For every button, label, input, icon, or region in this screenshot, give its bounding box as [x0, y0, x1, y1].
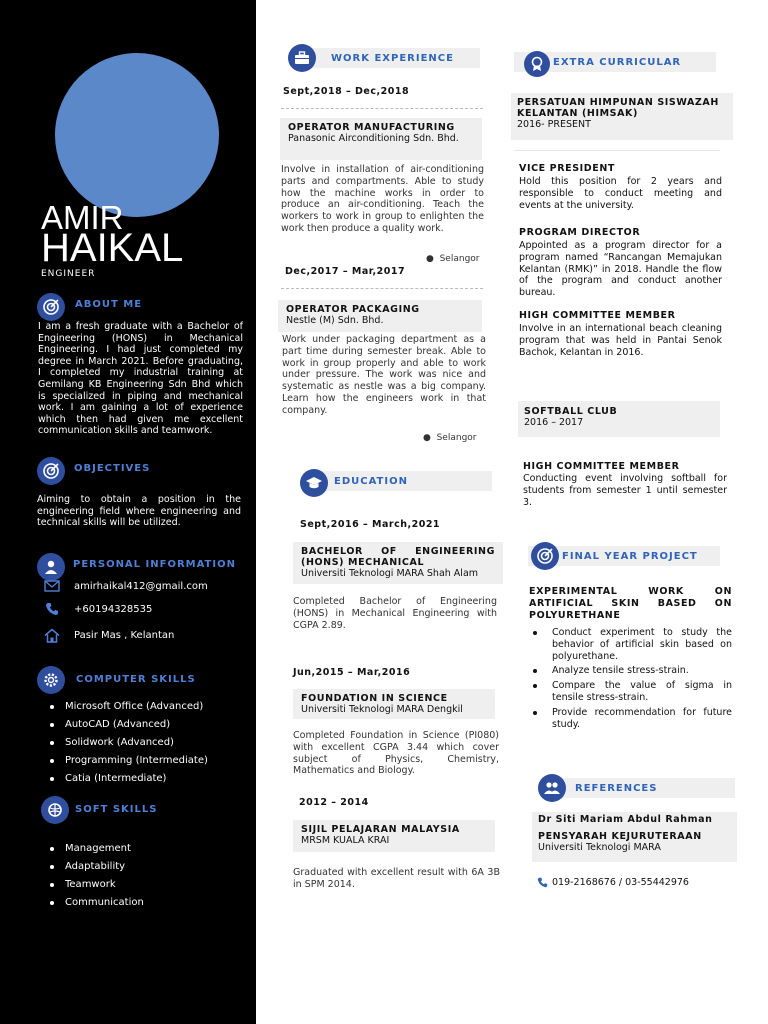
edu-date: Jun,2015 – Mar,2016 — [293, 667, 411, 678]
map-pin-icon: ● — [426, 254, 434, 264]
job-title: OPERATOR PACKAGING — [286, 304, 420, 315]
org-title: SOFTBALL CLUB — [524, 406, 618, 417]
list-item: Programming (Intermediate) — [41, 752, 208, 770]
list-item: Teamwork — [41, 876, 144, 894]
edu-date: 2012 – 2014 — [299, 797, 369, 808]
reference-box — [532, 812, 737, 862]
email-text[interactable]: amirhaikal412@gmail.com — [74, 580, 208, 592]
list-item: Compare the value of sigma in tensile stress-strain. — [528, 680, 732, 704]
role-title: PROGRAM DIRECTOR — [519, 227, 641, 238]
soft-skills-title: SOFT SKILLS — [75, 804, 158, 815]
medal-icon — [524, 51, 550, 77]
edu-box — [293, 689, 495, 719]
job-date: Dec,2017 – Mar,2017 — [285, 266, 406, 277]
map-pin-icon: ● — [423, 433, 431, 443]
phone-row — [42, 602, 152, 616]
list-item: Adaptability — [41, 858, 144, 876]
briefcase-icon — [288, 44, 316, 72]
profile-photo — [55, 53, 219, 217]
reference-name: Dr Siti Mariam Abdul Rahman — [538, 814, 713, 825]
computer-skills-title: COMPUTER SKILLS — [76, 674, 196, 685]
reference-position: PENSYARAH KEJURUTERAAN — [538, 831, 702, 842]
job-company: Panasonic Airconditioning Sdn. Bhd. — [288, 133, 459, 144]
list-item: Communication — [41, 894, 144, 912]
address-text: Pasir Mas , Kelantan — [74, 630, 175, 641]
org-box — [511, 93, 733, 140]
about-text: I am a fresh graduate with a Bachelor of Engineering (HONS) in Mechanical Engineering. I had just completed my degree in March 2021. Before graduating, I completed my industrial training at Gemilang KB Engineering Sdn Bhd which is specialized in piping and mechanical work. I am gaining a lot of experience which then had given me excellent communication skills and teamwork. — [38, 321, 243, 437]
list-item: Analyze tensile stress-strain. — [528, 665, 732, 677]
job-date: Sept,2018 – Dec,2018 — [283, 86, 410, 97]
job-location: ● Selangor — [426, 254, 480, 264]
edu-date: Sept,2016 – March,2021 — [300, 519, 441, 530]
phone-icon — [537, 877, 548, 888]
edu-desc: Graduated with excellent result with 6A 3B in SPM 2014. — [293, 867, 500, 890]
sidebar — [0, 0, 256, 1024]
divider — [514, 150, 720, 151]
email-row — [42, 580, 208, 592]
graduation-cap-icon — [300, 469, 328, 497]
target-icon — [531, 542, 559, 570]
job-role: ENGINEER — [41, 269, 96, 279]
edu-school: Universiti Teknologi MARA Shah Alam — [301, 568, 479, 579]
role-title: HIGH COMMITTEE MEMBER — [519, 310, 676, 321]
personal-title: PERSONAL INFORMATION — [73, 559, 236, 570]
extra-title: EXTRA CURRICULAR — [553, 56, 682, 68]
person-icon — [37, 553, 65, 581]
list-item: Microsoft Office (Advanced) — [41, 698, 208, 716]
fyp-title: FINAL YEAR PROJECT — [562, 550, 698, 562]
list-item: Catia (Intermediate) — [41, 770, 208, 788]
list-item: Solidwork (Advanced) — [41, 734, 208, 752]
role-desc: Appointed as a program director for a program named “Rancangan Memajukan Kelantan (RMK)” in 2018. Handle the flow of the program and conduct another bureau. — [519, 240, 722, 299]
gear-icon — [37, 666, 65, 694]
org-period: 2016- PRESENT — [517, 119, 591, 130]
org-period: 2016 – 2017 — [524, 417, 584, 428]
fyp-project: EXPERIMENTAL WORK ON ARTIFICIAL SKIN BASED ON POLYURETHANE — [529, 586, 732, 621]
role-desc: Hold this position for 2 years and responsible to conduct meeting and events at the university. — [519, 176, 722, 211]
home-icon — [42, 628, 62, 643]
education-title: EDUCATION — [334, 475, 408, 487]
job-desc: Work under packaging department as a part time during semester break. Able to work in group properly and able to work under pressure. The work was nice and systematic as nestle was a big company. Learn how the engineers work in that company. — [282, 334, 486, 416]
target-icon — [37, 293, 65, 321]
target-icon — [37, 457, 65, 485]
edu-school: Universiti Teknologi MARA Dengkil — [301, 704, 463, 715]
edu-title: BACHELOR OF ENGINEERING (HONS) MECHANICAL — [301, 546, 495, 568]
fyp-list — [528, 627, 732, 733]
objectives-title: OBJECTIVES — [74, 463, 151, 474]
role-desc: Involve in an international beach cleaning program that was held in Pantai Senok Bachok, Kelantan in 2016. — [519, 323, 722, 358]
education-header — [306, 471, 492, 491]
edu-title: FOUNDATION IN SCIENCE — [301, 693, 448, 704]
brain-icon — [41, 796, 69, 824]
edu-desc: Completed Foundation in Science (PI080) with excellent CGPA 3.44 which cover subject of Physics, Chemistry, Mathematics and Biology. — [293, 730, 499, 777]
last-name: HAIKAL — [41, 226, 184, 270]
job-box — [278, 300, 482, 332]
role-desc: Conducting event involving softball for students from semester 1 until semester 3. — [523, 473, 727, 508]
job-box — [280, 118, 482, 160]
role-title: VICE PRESIDENT — [519, 163, 616, 174]
org-box — [518, 401, 720, 437]
job-company: Nestle (M) Sdn. Bhd. — [286, 315, 384, 326]
soft-skills-list — [41, 840, 144, 912]
job-location: ● Selangor — [423, 433, 477, 443]
job-desc: Involve in installation of air-conditioning parts and compartments. Able to study how the machine works in order to produce an air-conditioning. Teach the workers to work in group to enlighten the work then produce a quality work. — [281, 164, 484, 234]
edu-desc: Completed Bachelor of Engineering (HONS) in Mechanical Engineering with CGPA 2.89. — [293, 596, 497, 631]
reference-phone[interactable]: 019-2168676 / 03-55442976 — [552, 877, 689, 888]
edu-title: SIJIL PELAJARAN MALAYSIA — [301, 824, 460, 835]
reference-phone-row — [537, 877, 689, 888]
address-row — [42, 628, 174, 643]
work-title: WORK EXPERIENCE — [331, 52, 454, 64]
org-title: PERSATUAN HIMPUNAN SISWAZAH KELANTAN (HIMSAK) — [517, 97, 719, 119]
phone-text[interactable]: +60194328535 — [74, 603, 153, 615]
references-title: REFERENCES — [575, 782, 658, 794]
work-experience-header — [304, 48, 480, 68]
list-item: Management — [41, 840, 144, 858]
people-icon — [538, 774, 566, 802]
objectives-text: Aiming to obtain a position in the engineering field where engineering and technical skills will be utilized. — [37, 494, 241, 529]
list-item: Provide recommendation for future study. — [528, 707, 732, 731]
references-header — [547, 778, 735, 798]
edu-school: MRSM KUALA KRAI — [301, 835, 390, 846]
list-item: AutoCAD (Advanced) — [41, 716, 208, 734]
edu-box — [293, 542, 503, 584]
about-title: ABOUT ME — [75, 299, 143, 310]
role-title: HIGH COMMITTEE MEMBER — [523, 461, 680, 472]
job-title: OPERATOR MANUFACTURING — [288, 122, 455, 133]
computer-skills-list — [41, 698, 208, 788]
list-item: Conduct experiment to study the behavior of artificial skin based on polyurethane. — [528, 627, 732, 662]
edu-box — [293, 820, 495, 852]
first-name: AMIR — [41, 199, 124, 236]
divider — [281, 288, 483, 289]
email-icon — [42, 580, 62, 592]
divider — [281, 108, 483, 109]
phone-icon — [42, 602, 62, 616]
reference-org: Universiti Teknologi MARA — [538, 842, 661, 853]
